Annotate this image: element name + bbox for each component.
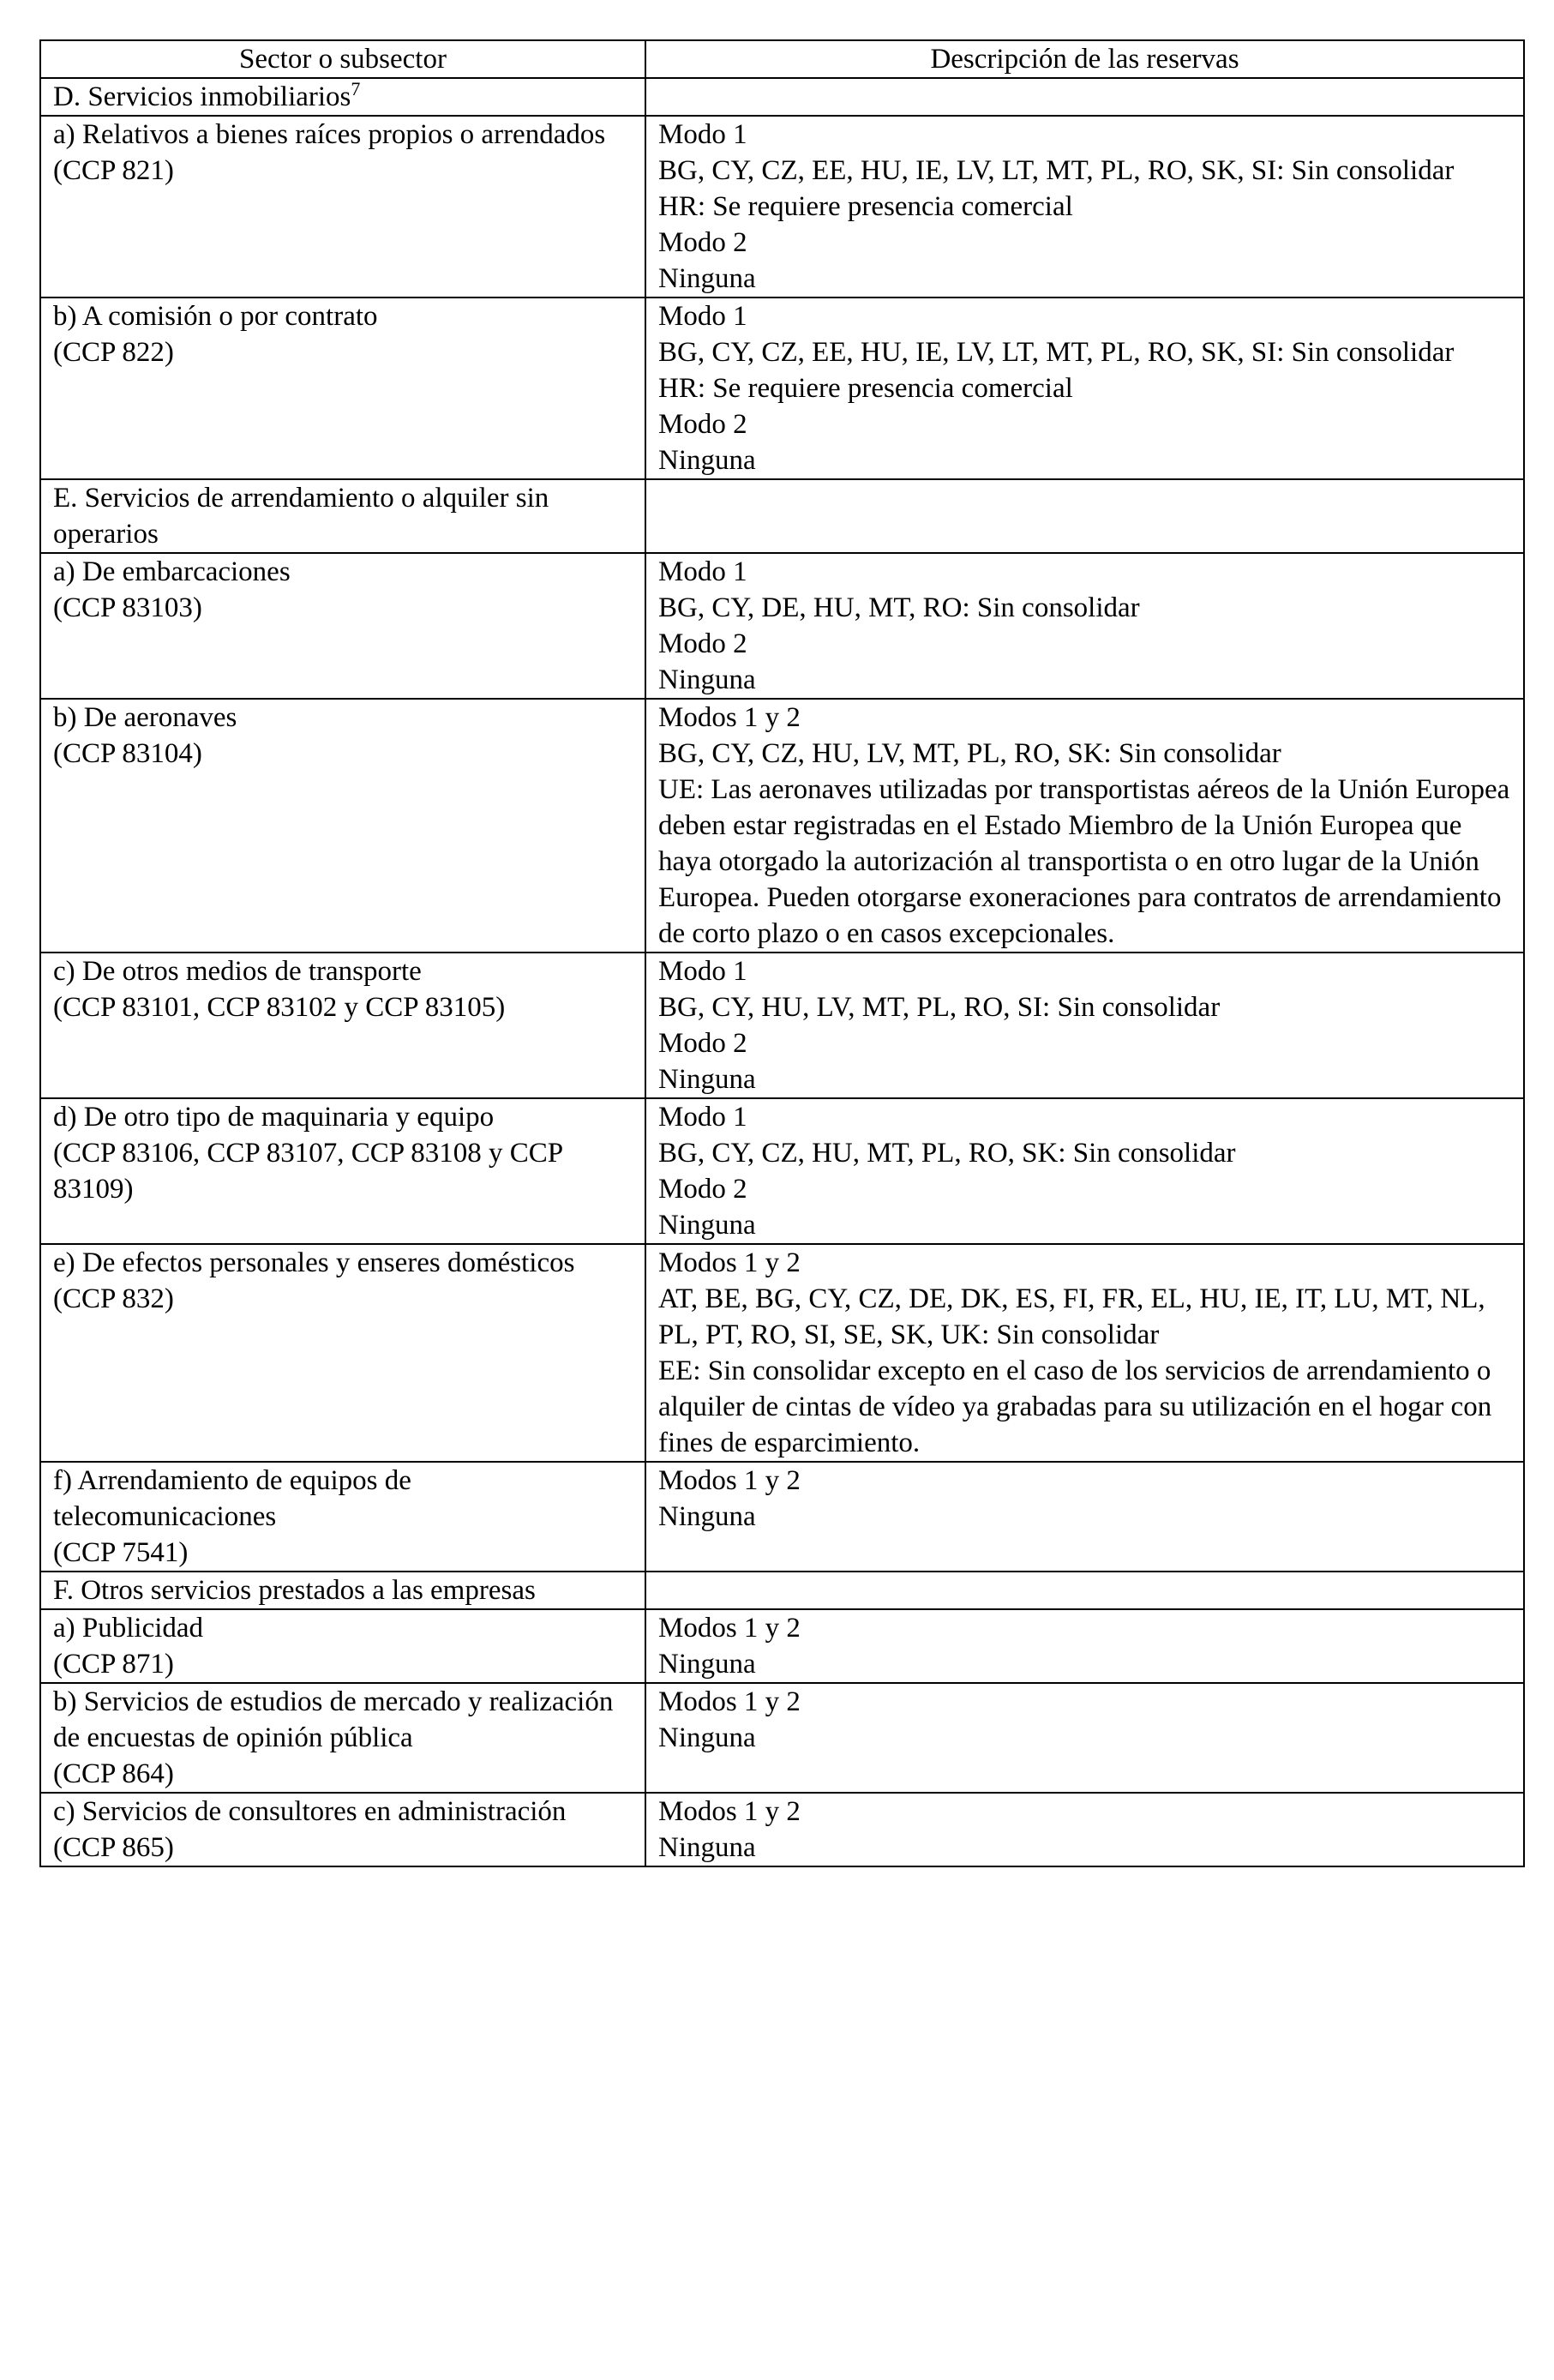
sector-text: c) De otros medios de transporte (53, 956, 422, 987)
sector-text: c) Servicios de consultores en administración (53, 1796, 567, 1827)
description-line: Modo 1 (658, 1102, 747, 1133)
sector-text: d) De otro tipo de maquinaria y equipo (53, 1102, 495, 1133)
sector-cell (40, 699, 645, 953)
table-row (40, 1244, 1524, 1462)
table-row (40, 78, 1524, 116)
header-description: Descripción de las reservas (645, 40, 1524, 78)
table-row (40, 1462, 1524, 1572)
sector-text: E. Servicios de arrendamiento o alquiler sin operarios (53, 483, 549, 550)
sector-line (53, 1535, 633, 1571)
table-header-row (40, 40, 1524, 78)
description-line: Ninguna (658, 1501, 756, 1532)
table-row (40, 1098, 1524, 1244)
sector-text: (CCP 864) (53, 1758, 174, 1789)
description-cell (645, 1098, 1524, 1244)
description-line: Ninguna (658, 1649, 756, 1680)
sector-line (53, 554, 633, 590)
sector-cell (40, 1462, 645, 1572)
sector-cell (40, 479, 645, 553)
sector-text: f) Arrendamiento de equipos de telecomunicaciones (53, 1465, 411, 1532)
sector-line (53, 153, 633, 189)
sector-text: e) De efectos personales y enseres domésticos (53, 1247, 575, 1278)
sector-line (53, 298, 633, 334)
sector-cell (40, 1098, 645, 1244)
description-line: Modos 1 y 2 (658, 1686, 801, 1717)
sector-line (53, 1463, 633, 1535)
sector-text: (CCP 821) (53, 155, 174, 186)
description-line: EE: Sin consolidar excepto en el caso de los servicios de arrendamiento o alquiler de cintas de vídeo ya grabadas para su utilización en el hogar con fines de esparcimiento. (658, 1355, 1492, 1458)
description-cell (645, 479, 1524, 553)
sector-cell (40, 953, 645, 1098)
sector-text: (CCP 83104) (53, 738, 202, 769)
description-line: BG, CY, CZ, EE, HU, IE, LV, LT, MT, PL, RO, SK, SI: Sin consolidar (658, 337, 1455, 368)
sector-text: b) Servicios de estudios de mercado y realización de encuestas de opinión pública (53, 1686, 614, 1753)
sector-text: a) Relativos a bienes raíces propios o arrendados (53, 119, 606, 150)
sector-line (53, 700, 633, 736)
description-line: Modo 1 (658, 556, 747, 587)
table-row (40, 1609, 1524, 1683)
sector-line (53, 1572, 633, 1608)
description-cell (645, 1572, 1524, 1609)
description-line: Modo 2 (658, 628, 747, 659)
description-line: Modo 1 (658, 301, 747, 332)
sector-line (53, 1794, 633, 1830)
sector-line (53, 1135, 633, 1207)
description-cell (645, 699, 1524, 953)
description-line: Modos 1 y 2 (658, 1247, 801, 1278)
sector-text: b) A comisión o por contrato (53, 301, 378, 332)
sector-line (53, 1245, 633, 1281)
description-line: Modos 1 y 2 (658, 702, 801, 733)
sector-cell (40, 1793, 645, 1866)
sector-text: b) De aeronaves (53, 702, 237, 733)
sector-line (53, 1610, 633, 1646)
header-sector: Sector o subsector (40, 40, 645, 78)
description-line: Ninguna (658, 664, 756, 695)
sector-text: (CCP 865) (53, 1832, 174, 1863)
description-line: Modo 2 (658, 1028, 747, 1059)
description-line: Modos 1 y 2 (658, 1465, 801, 1496)
description-cell (645, 298, 1524, 479)
sector-text: (CCP 871) (53, 1649, 174, 1680)
description-line: HR: Se requiere presencia comercial (658, 373, 1073, 404)
sector-text: a) Publicidad (53, 1613, 204, 1644)
sector-cell (40, 116, 645, 298)
sector-line (53, 989, 633, 1025)
sector-text: (CCP 83103) (53, 592, 202, 623)
description-cell (645, 553, 1524, 699)
description-line: Ninguna (658, 1722, 756, 1753)
table-body (40, 78, 1524, 1866)
table-row (40, 553, 1524, 699)
sector-cell (40, 553, 645, 699)
reserves-table (39, 39, 1525, 1867)
description-line: Ninguna (658, 1064, 756, 1095)
description-line: BG, CY, HU, LV, MT, PL, RO, SI: Sin consolidar (658, 992, 1221, 1023)
description-line: Ninguna (658, 1210, 756, 1241)
description-cell (645, 1609, 1524, 1683)
table-row (40, 479, 1524, 553)
description-cell (645, 1244, 1524, 1462)
footnote-marker: 7 (351, 78, 361, 99)
table-row (40, 116, 1524, 298)
sector-cell (40, 1244, 645, 1462)
description-cell (645, 1793, 1524, 1866)
table-row (40, 1572, 1524, 1609)
sector-text: F. Otros servicios prestados a las empresas (53, 1575, 536, 1606)
description-line: BG, CY, DE, HU, MT, RO: Sin consolidar (658, 592, 1140, 623)
description-line: Modo 2 (658, 409, 747, 440)
table-row (40, 953, 1524, 1098)
sector-cell (40, 1609, 645, 1683)
sector-text: (CCP 7541) (53, 1537, 189, 1568)
sector-text: (CCP 83106, CCP 83107, CCP 83108 y CCP 83109) (53, 1138, 562, 1205)
sector-cell (40, 298, 645, 479)
sector-line (53, 736, 633, 772)
description-line: Modos 1 y 2 (658, 1796, 801, 1827)
sector-line (53, 1099, 633, 1135)
table-row (40, 1683, 1524, 1793)
description-line: Ninguna (658, 445, 756, 476)
description-line: Modo 1 (658, 956, 747, 987)
description-cell (645, 1462, 1524, 1572)
sector-line (53, 1830, 633, 1866)
description-line: Ninguna (658, 1832, 756, 1863)
sector-line (53, 953, 633, 989)
table-row (40, 298, 1524, 479)
description-line: HR: Se requiere presencia comercial (658, 191, 1073, 222)
description-line: Modo 2 (658, 1174, 747, 1205)
sector-line (53, 1756, 633, 1792)
sector-line (53, 79, 633, 115)
description-line: UE: Las aeronaves utilizadas por transportistas aéreos de la Unión Europea deben estar registradas en el Estado Miembro de la Unión Europea que haya otorgado la autorización al transportista o en otro lugar de la Unión Europea. Pueden otorgarse exoneraciones para contratos de arrendamiento de corto plazo o en casos excepcionales. (658, 774, 1510, 949)
description-line: BG, CY, CZ, HU, LV, MT, PL, RO, SK: Sin consolidar (658, 738, 1281, 769)
sector-text: (CCP 832) (53, 1283, 174, 1314)
description-line: AT, BE, BG, CY, CZ, DE, DK, ES, FI, FR, EL, HU, IE, IT, LU, MT, NL, PL, PT, RO, SI, SE, SK, UK: Sin consolidar (658, 1283, 1485, 1350)
description-line: Modo 1 (658, 119, 747, 150)
description-line: BG, CY, CZ, HU, MT, PL, RO, SK: Sin consolidar (658, 1138, 1236, 1169)
sector-cell (40, 1572, 645, 1609)
sector-text: D. Servicios inmobiliarios (53, 81, 351, 112)
sector-line (53, 590, 633, 626)
sector-line (53, 117, 633, 153)
description-line: BG, CY, CZ, EE, HU, IE, LV, LT, MT, PL, RO, SK, SI: Sin consolidar (658, 155, 1455, 186)
table-row (40, 699, 1524, 953)
sector-text: a) De embarcaciones (53, 556, 291, 587)
description-cell (645, 78, 1524, 116)
table-row (40, 1793, 1524, 1866)
sector-text: (CCP 83101, CCP 83102 y CCP 83105) (53, 992, 506, 1023)
sector-line (53, 1646, 633, 1682)
description-cell (645, 116, 1524, 298)
description-line: Modos 1 y 2 (658, 1613, 801, 1644)
description-line: Modo 2 (658, 227, 747, 258)
sector-line (53, 334, 633, 370)
sector-line (53, 480, 633, 552)
document-page (39, 39, 1523, 1867)
sector-cell (40, 78, 645, 116)
sector-line (53, 1684, 633, 1756)
description-cell (645, 1683, 1524, 1793)
sector-line (53, 1281, 633, 1317)
sector-text: (CCP 822) (53, 337, 174, 368)
description-line: Ninguna (658, 263, 756, 294)
sector-cell (40, 1683, 645, 1793)
description-cell (645, 953, 1524, 1098)
